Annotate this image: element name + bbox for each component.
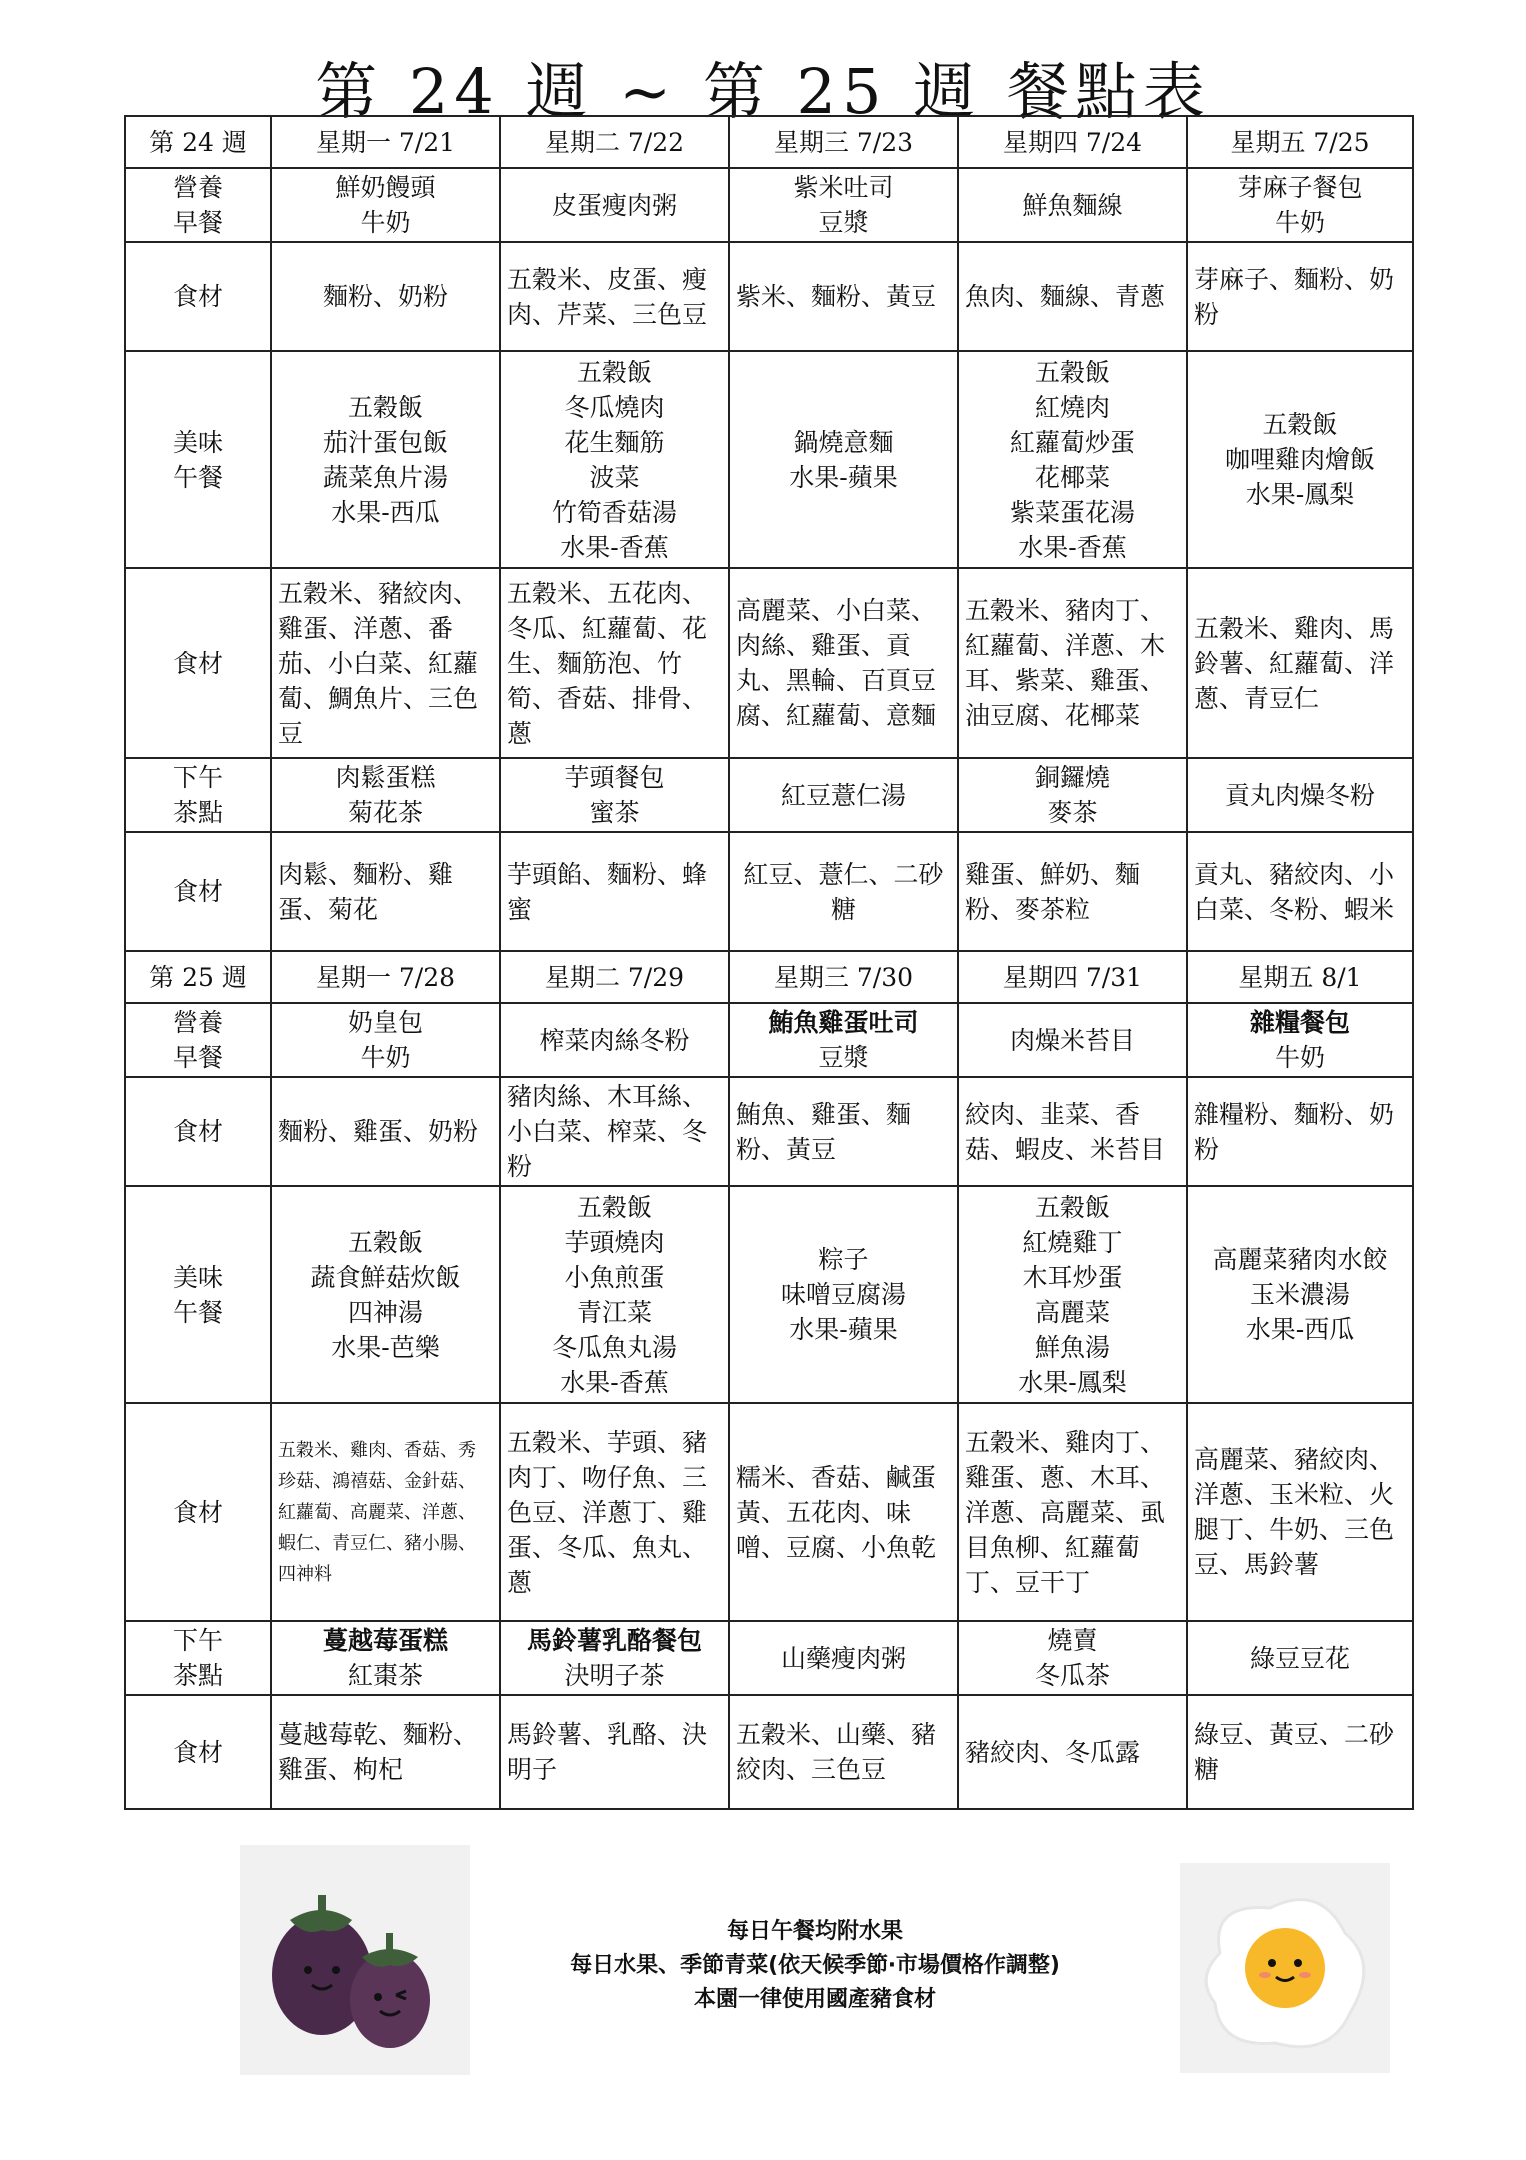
row-label-ingredients: 食材 <box>125 1077 271 1186</box>
week24-header-row <box>125 116 1413 168</box>
row-label-breakfast: 營養 早餐 <box>125 168 271 242</box>
row-label-snack: 下午 茶點 <box>125 758 271 832</box>
breakfast-cell: 紫米吐司 豆漿 <box>729 168 958 242</box>
week24-snack-ingredients-row <box>125 832 1413 951</box>
ingredient-cell: 貢丸、豬絞肉、小白菜、冬粉、蝦米 <box>1187 832 1413 951</box>
row-label-ingredients: 食材 <box>125 832 271 951</box>
footer-note: 本園一律使用國產豬食材 <box>693 1987 936 2012</box>
row-label-ingredients: 食材 <box>125 568 271 758</box>
ingredient-cell: 肉鬆、麵粉、雞蛋、菊花 <box>271 832 500 951</box>
ingredient-cell: 高麗菜、豬絞肉、洋蔥、玉米粒、火腿丁、牛奶、三色豆、馬鈴薯 <box>1187 1403 1413 1621</box>
lunch-cell: 粽子 味噌豆腐湯 水果-蘋果 <box>729 1186 958 1403</box>
lunch-cell: 五穀飯 紅燒肉 紅蘿蔔炒蛋 花椰菜 紫菜蛋花湯 水果-香蕉 <box>958 351 1187 568</box>
footer <box>240 1845 1390 2075</box>
snack-cell: 馬鈴薯乳酪餐包 決明子茶 <box>500 1621 729 1695</box>
ingredient-cell: 五穀米、皮蛋、瘦肉、芹菜、三色豆 <box>500 242 729 351</box>
row-label-breakfast: 營養 早餐 <box>125 1003 271 1077</box>
ingredient-cell: 麵粉、雞蛋、奶粉 <box>271 1077 500 1186</box>
row-label-lunch: 美味 午餐 <box>125 351 271 568</box>
snack-cell: 綠豆豆花 <box>1187 1621 1413 1695</box>
page-title: 第 24 週 ~ 第 25 週 餐點表 <box>315 55 1211 128</box>
breakfast-cell: 鮪魚雞蛋吐司 豆漿 <box>729 1003 958 1077</box>
day-header: 星期五 8/1 <box>1187 951 1413 1003</box>
ingredient-cell: 魚肉、麵線、青蔥 <box>958 242 1187 351</box>
row-label-ingredients: 食材 <box>125 1695 271 1809</box>
day-header: 星期一 7/28 <box>271 951 500 1003</box>
ingredient-cell: 五穀米、豬絞肉、雞蛋、洋蔥、番茄、小白菜、紅蘿蔔、鯛魚片、三色豆 <box>271 568 500 758</box>
ingredient-cell: 馬鈴薯、乳酪、決明子 <box>500 1695 729 1809</box>
week24-breakfast-ingredients-row <box>125 242 1413 351</box>
day-header: 星期三 7/30 <box>729 951 958 1003</box>
snack-cell: 肉鬆蛋糕 菊花茶 <box>271 758 500 832</box>
day-header: 星期四 7/24 <box>958 116 1187 168</box>
week24-breakfast-row <box>125 168 1413 242</box>
week24-lunch-row <box>125 351 1413 568</box>
lunch-cell: 五穀飯 蔬食鮮菇炊飯 四神湯 水果-芭樂 <box>271 1186 500 1403</box>
day-header: 星期四 7/31 <box>958 951 1187 1003</box>
lunch-cell: 鍋燒意麵 水果-蘋果 <box>729 351 958 568</box>
snack-cell: 蔓越莓蛋糕 紅棗茶 <box>271 1621 500 1695</box>
ingredient-cell: 豬肉絲、木耳絲、小白菜、榨菜、冬粉 <box>500 1077 729 1186</box>
week25-breakfast-ingredients-row <box>125 1077 1413 1186</box>
lunch-cell: 高麗菜豬肉水餃 玉米濃湯 水果-西瓜 <box>1187 1186 1413 1403</box>
breakfast-cell: 肉燥米苔目 <box>958 1003 1187 1077</box>
snack-cell: 貢丸肉燥冬粉 <box>1187 758 1413 832</box>
day-header: 星期二 7/22 <box>500 116 729 168</box>
ingredient-cell: 雜糧粉、麵粉、奶粉 <box>1187 1077 1413 1186</box>
snack-cell: 芋頭餐包 蜜茶 <box>500 758 729 832</box>
row-label-lunch: 美味 午餐 <box>125 1186 271 1403</box>
week25-lunch-row <box>125 1186 1413 1403</box>
ingredient-cell: 糯米、香菇、鹹蛋黃、五花肉、味噌、豆腐、小魚乾 <box>729 1403 958 1621</box>
row-label-ingredients: 食材 <box>125 242 271 351</box>
week25-lunch-ingredients-row <box>125 1403 1413 1621</box>
ingredient-cell: 高麗菜、小白菜、肉絲、雞蛋、貢丸、黑輪、百頁豆腐、紅蘿蔔、意麵 <box>729 568 958 758</box>
week25-breakfast-row <box>125 1003 1413 1077</box>
week25-snack-ingredients-row <box>125 1695 1413 1809</box>
snack-cell: 銅鑼燒 麥茶 <box>958 758 1187 832</box>
snack-cell: 紅豆薏仁湯 <box>729 758 958 832</box>
ingredient-cell: 紫米、麵粉、黃豆 <box>729 242 958 351</box>
ingredient-cell: 麵粉、奶粉 <box>271 242 500 351</box>
ingredient-cell: 五穀米、雞肉、香菇、秀珍菇、鴻禧菇、金針菇、紅蘿蔔、高麗菜、洋蔥、蝦仁、青豆仁、豬小腸、四神料 <box>271 1403 500 1621</box>
ingredient-cell: 豬絞肉、冬瓜露 <box>958 1695 1187 1809</box>
ingredient-cell: 五穀米、芋頭、豬肉丁、吻仔魚、三色豆、洋蔥丁、雞蛋、冬瓜、魚丸、蔥 <box>500 1403 729 1621</box>
lunch-cell: 五穀飯 芋頭燒肉 小魚煎蛋 青江菜 冬瓜魚丸湯 水果-香蕉 <box>500 1186 729 1403</box>
day-header: 星期二 7/29 <box>500 951 729 1003</box>
day-header: 星期三 7/23 <box>729 116 958 168</box>
snack-cell: 山藥瘦肉粥 <box>729 1621 958 1695</box>
breakfast-cell: 芽麻子餐包 牛奶 <box>1187 168 1413 242</box>
ingredient-cell: 芽麻子、麵粉、奶粉 <box>1187 242 1413 351</box>
breakfast-cell: 皮蛋瘦肉粥 <box>500 168 729 242</box>
ingredient-cell: 五穀米、山藥、豬絞肉、三色豆 <box>729 1695 958 1809</box>
row-label-snack: 下午 茶點 <box>125 1621 271 1695</box>
footer-note: 每日水果、季節青菜(依天候季節‧市場價格作調整) <box>570 1953 1060 1978</box>
ingredient-cell: 五穀米、雞肉丁、雞蛋、蔥、木耳、洋蔥、高麗菜、虱目魚柳、紅蘿蔔丁、豆干丁 <box>958 1403 1187 1621</box>
lunch-cell: 五穀飯 紅燒雞丁 木耳炒蛋 高麗菜 鮮魚湯 水果-鳳梨 <box>958 1186 1187 1403</box>
day-header: 星期五 7/25 <box>1187 116 1413 168</box>
breakfast-cell: 鮮魚麵線 <box>958 168 1187 242</box>
ingredient-cell: 綠豆、黃豆、二砂糖 <box>1187 1695 1413 1809</box>
week24-snack-row <box>125 758 1413 832</box>
ingredient-cell: 芋頭餡、麵粉、蜂蜜 <box>500 832 729 951</box>
meal-table <box>124 115 1414 1810</box>
fried-egg-icon <box>1180 1863 1390 2073</box>
breakfast-cell: 鮮奶饅頭 牛奶 <box>271 168 500 242</box>
day-header: 星期一 7/21 <box>271 116 500 168</box>
week25-header-row <box>125 951 1413 1003</box>
week25-snack-row <box>125 1621 1413 1695</box>
ingredient-cell: 紅豆、薏仁、二砂糖 <box>729 832 958 951</box>
footer-note: 每日午餐均附水果 <box>726 1919 903 1944</box>
ingredient-cell: 五穀米、豬肉丁、紅蘿蔔、洋蔥、木耳、紫菜、雞蛋、油豆腐、花椰菜 <box>958 568 1187 758</box>
week-label: 第 25 週 <box>125 951 271 1003</box>
week24-lunch-ingredients-row <box>125 568 1413 758</box>
ingredient-cell: 鮪魚、雞蛋、麵粉、黃豆 <box>729 1077 958 1186</box>
ingredient-cell: 蔓越莓乾、麵粉、雞蛋、枸杞 <box>271 1695 500 1809</box>
ingredient-cell: 五穀米、五花肉、冬瓜、紅蘿蔔、花生、麵筋泡、竹筍、香菇、排骨、蔥 <box>500 568 729 758</box>
ingredient-cell: 雞蛋、鮮奶、麵粉、麥茶粒 <box>958 832 1187 951</box>
breakfast-cell: 雜糧餐包 牛奶 <box>1187 1003 1413 1077</box>
ingredient-cell: 絞肉、韭菜、香菇、蝦皮、米苔目 <box>958 1077 1187 1186</box>
week-label: 第 24 週 <box>125 116 271 168</box>
breakfast-cell: 奶皇包 牛奶 <box>271 1003 500 1077</box>
lunch-cell: 五穀飯 冬瓜燒肉 花生麵筋 波菜 竹筍香菇湯 水果-香蕉 <box>500 351 729 568</box>
breakfast-cell: 榨菜肉絲冬粉 <box>500 1003 729 1077</box>
lunch-cell: 五穀飯 茄汁蛋包飯 蔬菜魚片湯 水果-西瓜 <box>271 351 500 568</box>
ingredient-cell: 五穀米、雞肉、馬鈴薯、紅蘿蔔、洋蔥、青豆仁 <box>1187 568 1413 758</box>
snack-cell: 燒賣 冬瓜茶 <box>958 1621 1187 1695</box>
row-label-ingredients: 食材 <box>125 1403 271 1621</box>
lunch-cell: 五穀飯 咖哩雞肉燴飯 水果-鳳梨 <box>1187 351 1413 568</box>
